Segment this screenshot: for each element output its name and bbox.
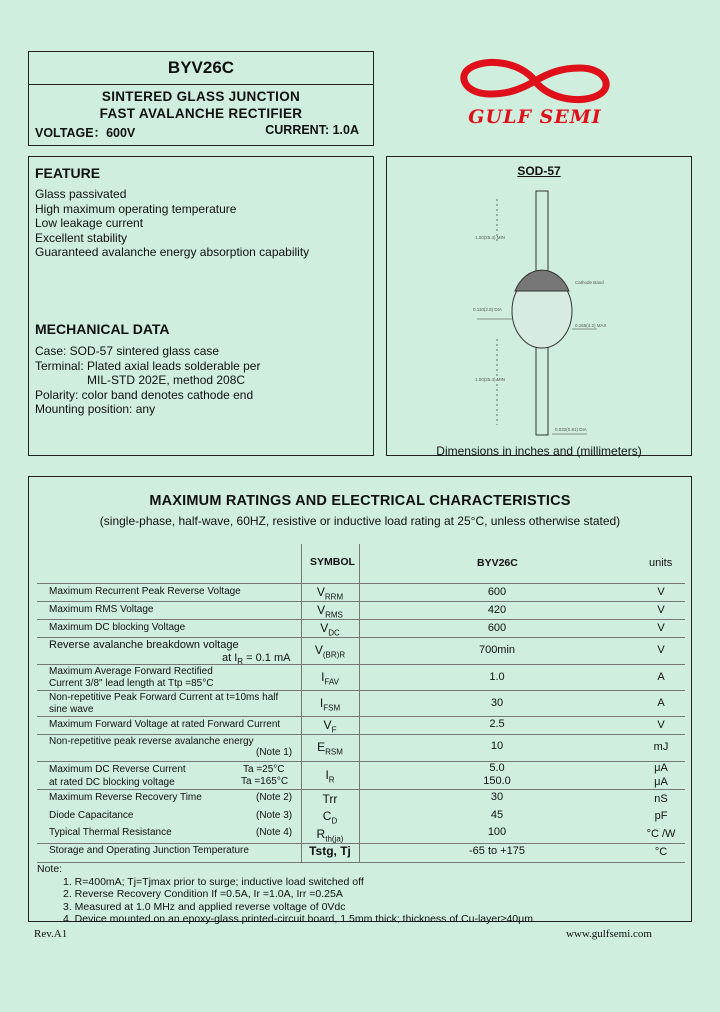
logo-mark-icon (455, 56, 615, 106)
symbol-cell: $V_{RMS}$ (317, 603, 343, 620)
title-line-1: SINTERED GLASS JUNCTION (101, 89, 301, 104)
unit-cell: °C (654, 846, 668, 858)
param-condition: at $I_R = 0.1$ mA (222, 652, 291, 667)
symbol-cell: $I_{FAV}$ (321, 670, 339, 687)
row-divider (37, 789, 685, 790)
param-condition: Ta =165°C (241, 776, 289, 787)
unit-cell: μA (654, 762, 668, 774)
unit-cell: μA (654, 776, 668, 788)
value-cell: 45 (490, 809, 504, 821)
feature-box (28, 156, 374, 456)
value-cell: 1.0 (489, 671, 505, 683)
value-cell: 420 (487, 604, 507, 616)
unit-cell: pF (654, 810, 668, 822)
symbol-cell: $I_R$ (325, 768, 335, 785)
col-header-units: units (649, 557, 673, 569)
symbol-cell: $V_F$ (323, 718, 337, 735)
symbol-cell: $I_{FSM}$ (319, 696, 341, 713)
current-rating: CURRENT: 1.0A (265, 123, 359, 137)
dim-label: 1.00(25.4) MIN (475, 377, 506, 382)
symbol-cell: $E_{RSM}$ (317, 740, 343, 757)
col-header-symbol: SYMBOL (310, 556, 355, 568)
list-item: Guaranteed avalanche energy absorption capability (35, 245, 310, 260)
param-cell: Reverse avalanche breakdown voltage (49, 639, 239, 651)
value-cell: 10 (490, 740, 504, 752)
title-line-2: FAST AVALANCHE RECTIFIER (99, 106, 303, 121)
mechanical-title: MECHANICAL DATA (35, 321, 170, 337)
symbol-cell: $V_{(BR)R}$ (314, 643, 346, 660)
symbol-cell: Trr (322, 792, 338, 806)
logo-text: GULF SEMI (468, 106, 602, 128)
list-item: Low leakage current (35, 216, 144, 231)
notes-title: Note: (37, 863, 63, 875)
dim-label: Cathode Band (575, 280, 604, 285)
param-note: (Note 3) (256, 810, 293, 821)
param-cell: Diode Capacitance (49, 810, 134, 821)
row-divider (37, 664, 685, 665)
col-header-value: BYV26C (477, 557, 518, 569)
value-cell: 700min (478, 644, 516, 656)
symbol-cell: $R_{th(ja)}$ (316, 827, 344, 844)
symbol-cell: Tstg, Tj (309, 844, 351, 858)
note-item: 4. Device mounted on an epoxy-glass printed-circuit board, 1.5mm thick; thickness of Cu-layer≥40μm (63, 913, 533, 925)
ratings-subtitle: (single-phase, half-wave, 60HZ, resistive or inductive load rating at 25°C, unless otherwise stated) (99, 514, 621, 528)
unit-cell: V (657, 604, 665, 616)
unit-cell: °C /W (646, 828, 676, 840)
row-divider (37, 761, 685, 762)
param-cell: Non-repetitive peak reverse avalanche energy (49, 736, 254, 747)
param-condition: sine wave (49, 704, 94, 715)
note-item: 1. R=400mA; Tj=Tjmax prior to surge; inductive load switched off (63, 875, 364, 888)
param-condition: Current 3/8" lead length at Ttp =85°C (49, 678, 214, 689)
param-cell: Maximum DC blocking Voltage (49, 622, 186, 633)
dim-label: 0.032(0.81) DIA (555, 427, 587, 432)
part-number: BYV26C (167, 58, 235, 77)
row-divider (37, 690, 685, 691)
param-cell: Non-repetitive Peak Forward Current at t=10ms half (49, 692, 279, 703)
title-divider (29, 84, 373, 85)
list-item: Case: SOD-57 sintered glass case (35, 344, 220, 358)
row-divider (37, 583, 685, 584)
list-item: Glass passivated (35, 187, 127, 201)
value-cell: 600 (487, 622, 507, 634)
param-condition: Ta =25°C (243, 764, 285, 775)
unit-cell: mJ (653, 741, 669, 753)
package-outline-drawing (387, 179, 691, 441)
note-item: 2. Reverse Recovery Condition If =0.5A, Ir =1.0A, Irr =0.25A (63, 888, 343, 900)
symbol-cell: $V_{DC}$ (320, 621, 340, 638)
param-cell: at rated DC blocking voltage (49, 777, 175, 788)
unit-cell: V (657, 622, 665, 634)
param-cell: Typical Thermal Resistance (49, 827, 172, 838)
dim-label: 0.110(2.8) DIA (473, 307, 502, 312)
list-item: MIL-STD 202E, method 208C (87, 373, 246, 388)
param-note: (Note 4) (256, 827, 293, 838)
value-cell: 30 (490, 791, 504, 803)
value-cell: 150.0 (483, 775, 511, 787)
feature-title: FEATURE (35, 165, 101, 181)
param-cell: Maximum RMS Voltage (49, 604, 154, 615)
package-caption: Dimensions in inches and (millimeters) (436, 444, 642, 458)
revision-label: Rev.A1 (34, 928, 68, 940)
param-cell: Maximum Average Forward Rectified (49, 666, 213, 677)
param-note: (Note 2) (256, 792, 293, 803)
unit-cell: V (657, 586, 665, 598)
dim-label: 0.165(4.2) MAX (575, 323, 607, 328)
voltage-rating: VOLTAGE：600V (35, 126, 136, 140)
list-item: Polarity: color band denotes cathode end (35, 387, 254, 402)
param-cell: Maximum Forward Voltage at rated Forward Current (49, 719, 281, 730)
unit-cell: A (657, 671, 665, 683)
notes-block (37, 863, 533, 926)
symbol-cell: $C_D$ (322, 809, 338, 826)
dim-label: 1.00(25.4) MIN (475, 235, 506, 240)
list-item: Excellent stability (35, 230, 128, 245)
param-cell: Storage and Operating Junction Temperature (49, 845, 249, 856)
row-divider (37, 716, 685, 717)
title-box (28, 51, 374, 146)
package-title: SOD-57 (517, 164, 561, 178)
unit-cell: A (657, 697, 665, 709)
unit-cell: V (657, 719, 665, 731)
ratings-title: MAXIMUM RATINGS AND ELECTRICAL CHARACTERISTICS (149, 493, 571, 509)
list-item: Terminal: Plated axial leads solderable per (35, 358, 261, 373)
mechanical-list (35, 344, 260, 417)
param-cell: Maximum Reverse Recovery Time (49, 792, 202, 803)
param-cell: Maximum Recurrent Peak Reverse Voltage (49, 586, 241, 597)
feature-list (35, 187, 309, 260)
package-box (386, 156, 692, 456)
ratings-box (28, 476, 692, 925)
note-item: 3. Measured at 1.0 MHz and applied reverse voltage of 0Vdc (63, 900, 346, 913)
value-cell: 2.5 (489, 718, 505, 730)
website-link[interactable]: www.gulfsemi.com (565, 928, 652, 940)
unit-cell: nS (654, 793, 668, 805)
value-cell: 100 (487, 826, 507, 838)
list-item: Mounting position: any (35, 402, 156, 417)
value-cell: 600 (487, 586, 507, 598)
unit-cell: V (657, 644, 665, 656)
value-cell: 30 (490, 697, 504, 709)
param-note: (Note 1) (256, 747, 293, 758)
list-item: High maximum operating temperature (35, 201, 237, 216)
symbol-cell: $V_{RRM}$ (316, 585, 344, 602)
value-cell: -65 to +175 (469, 845, 525, 857)
param-cell: Maximum DC Reverse Current (49, 764, 186, 775)
company-logo (455, 56, 615, 136)
value-cell: 5.0 (489, 762, 505, 774)
